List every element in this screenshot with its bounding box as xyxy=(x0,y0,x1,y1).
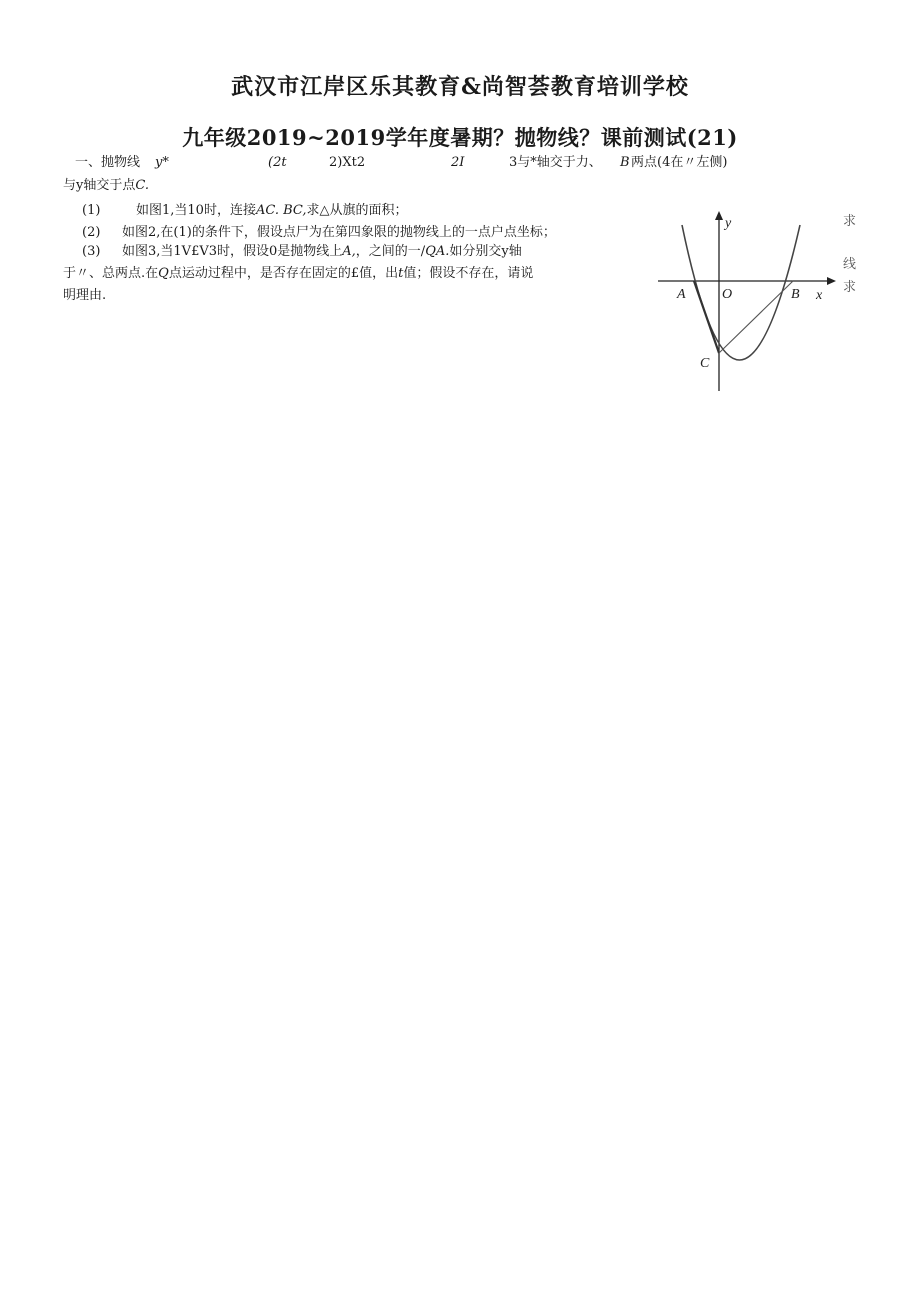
part1-line xyxy=(82,202,408,220)
part3-text-c: ，之间的一/ xyxy=(355,244,426,259)
y-axis-arrow xyxy=(715,211,723,220)
intro-text-f: 3与*轴交于力、 xyxy=(509,155,602,170)
intro-text-g: B xyxy=(620,155,630,170)
part3-line-3: 明理由. xyxy=(63,288,107,303)
part1-text-c: 求△从旗的面积； xyxy=(306,203,408,218)
parabola-figure xyxy=(650,205,850,395)
intro-text-d: 2)Xt2 xyxy=(329,155,366,170)
school-title: 武汉市江岸区乐其教育&尚智荟教育培训学校 xyxy=(231,74,689,100)
part3-text-e: 如分别交y轴 xyxy=(449,244,522,259)
part3-number: (3) xyxy=(82,244,101,259)
part3-line-2 xyxy=(63,265,533,283)
intro-line2-point: C. xyxy=(135,178,149,193)
part2-text: 如图2,在(1)的条件下，假设点尸为在第四象限的抛物线上的一点户点坐标； xyxy=(122,225,556,240)
origin-label: O xyxy=(722,287,733,302)
test-title: 九年级2019~2019学年度暑期？抛物线？课前测试(21) xyxy=(182,125,738,150)
margin-note-1: 求 xyxy=(843,214,857,229)
intro-text-c: (2t xyxy=(268,155,287,170)
intro-line2-text: 与y轴交于点 xyxy=(63,178,136,193)
part3-line2-a: 于〃、总两点.在 xyxy=(63,266,159,281)
part3-text-d: QA. xyxy=(425,244,450,259)
intro-text-e: 2Ⅰ xyxy=(451,155,465,170)
margin-note-2: 线 xyxy=(843,257,857,272)
problem-intro-line-2 xyxy=(63,177,149,195)
part3-line2-b: Q xyxy=(158,266,169,281)
part3-line xyxy=(82,243,522,261)
point-a-label: A xyxy=(677,287,686,302)
part3-line2-e: 值；假设不存在，请说 xyxy=(403,266,534,281)
parabola-curve xyxy=(682,225,800,360)
point-b-label: B xyxy=(791,287,800,302)
part1-text-b: AC. BC, xyxy=(255,203,307,218)
x-axis-arrow xyxy=(827,277,836,285)
part2-number: (2) xyxy=(82,225,101,240)
intro-text-h: 两点(4在〃左侧) xyxy=(631,155,728,170)
part3-text-b: A, xyxy=(342,244,356,259)
y-axis-label: y xyxy=(725,216,732,231)
point-c-label: C xyxy=(700,356,710,371)
part2-line xyxy=(82,224,556,242)
intro-text-b: y* xyxy=(155,155,169,170)
part1-number: (1) xyxy=(82,203,101,218)
segment-ac xyxy=(694,281,719,353)
part3-line2-c: 点运动过程中，是否存在固定的£值，出 xyxy=(168,266,399,281)
part1-text-a: 如图1,当10时，连接 xyxy=(136,203,256,218)
part3-line2-d: t xyxy=(398,266,404,281)
margin-note-3: 求 xyxy=(843,280,857,295)
part3-text-a: 如图3,当1V£V3时，假设0是抛物线上 xyxy=(122,244,343,259)
intro-text-a: 一、抛物线 xyxy=(75,155,141,170)
problem-intro-line xyxy=(75,154,775,172)
x-axis-label: x xyxy=(816,288,823,303)
